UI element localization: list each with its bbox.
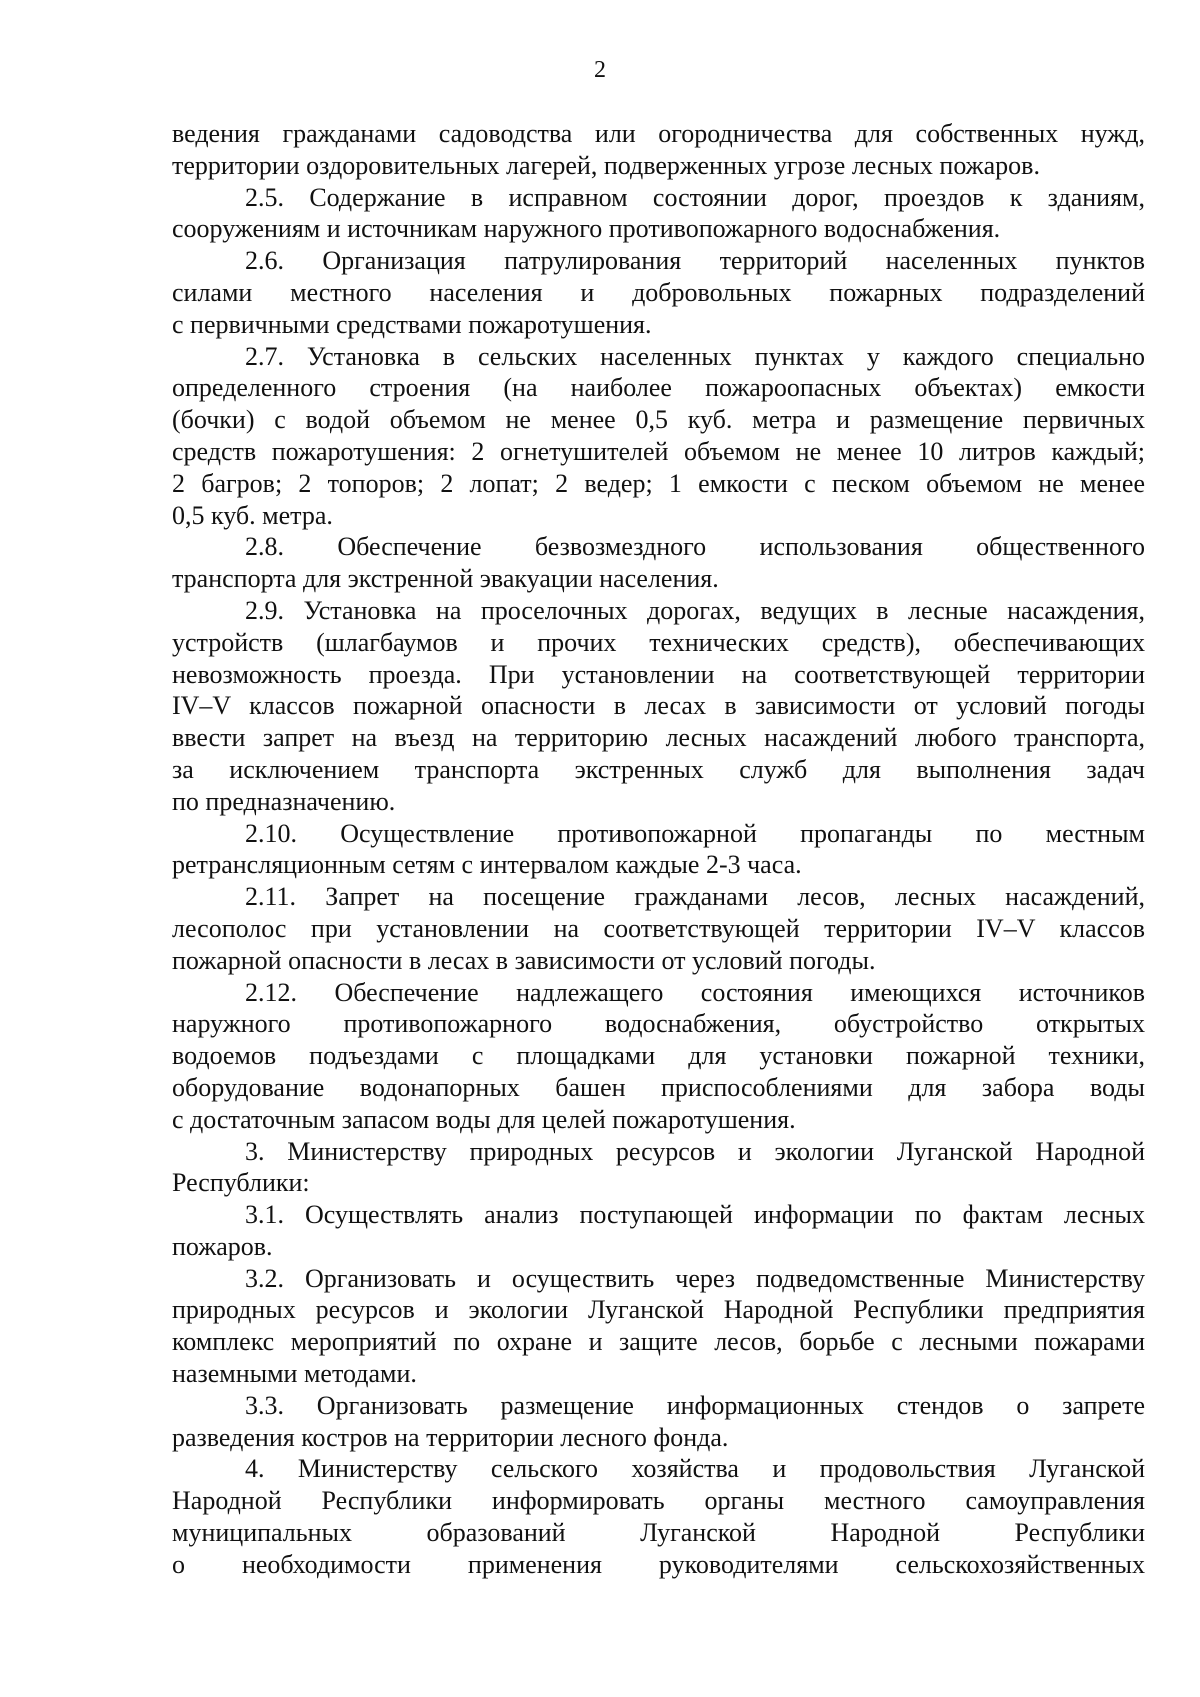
text-line: 4. Министерству сельского хозяйства и продовольствия Луганской: [245, 1454, 1145, 1484]
text-line: 3.3. Организовать размещение информационных стендов о запрете: [245, 1390, 1145, 1420]
text-line: IV–V классов пожарной опасности в лесах в зависимости от условий погоды: [172, 691, 1145, 721]
text-line: 3.2. Организовать и осуществить через подведомственные Министерству: [245, 1263, 1145, 1293]
paragraph-3: [172, 1136, 1145, 1200]
text-line: устройств (шлагбаумов и прочих технических средств), обеспечивающих: [172, 627, 1145, 657]
text-line: 3.1. Осуществлять анализ поступающей информации по фактам лесных: [245, 1200, 1145, 1230]
text-line: наземными методами.: [172, 1359, 417, 1389]
paragraph-3-2: [172, 1263, 1145, 1390]
text-line: определенного строения (на наиболее пожароопасных объектах) емкости: [172, 373, 1145, 403]
paragraph-2-8: [172, 531, 1145, 595]
text-line: сооружениям и источникам наружного противопожарного водоснабжения.: [172, 214, 1001, 244]
paragraph-2-9: [172, 595, 1145, 818]
text-line: пожаров.: [172, 1231, 273, 1261]
text-line: 3. Министерству природных ресурсов и экологии Луганской Народной: [245, 1136, 1145, 1166]
text-line: водоемов подъездами с площадками для установки пожарной техники,: [172, 1041, 1145, 1071]
paragraph-2-11: [172, 881, 1145, 976]
text-line: Народной Республики информировать органы местного самоуправления: [172, 1486, 1145, 1516]
text-line: 2.10. Осуществление противопожарной пропаганды по местным: [245, 818, 1145, 848]
text-line: невозможность проезда. При установлении на соответствующей территории: [172, 659, 1145, 689]
text-line: оборудование водонапорных башен приспособлениями для забора воды: [172, 1072, 1145, 1102]
text-line: наружного противопожарного водоснабжения, обустройство открытых: [172, 1009, 1145, 1039]
paragraph-2-5: [172, 182, 1145, 246]
text-line: по предназначению.: [172, 786, 396, 816]
text-line: 2 багров; 2 топоров; 2 лопат; 2 ведер; 1 емкости с песком объемом не менее: [172, 468, 1145, 498]
text-line: 2.7. Установка в сельских населенных пунктах у каждого специально: [245, 341, 1145, 371]
text-line: транспорта для экстренной эвакуации населения.: [172, 564, 719, 594]
text-line: территории оздоровительных лагерей, подверженных угрозе лесных пожаров.: [172, 150, 1040, 180]
text-line: 2.8. Обеспечение безвозмездного использования общественного: [245, 532, 1145, 562]
document-body: [172, 118, 1145, 1581]
text-line: ведения гражданами садоводства или огородничества для собственных нужд,: [172, 119, 1145, 148]
paragraph-2-7: [172, 341, 1145, 532]
text-line: комплекс мероприятий по охране и защите лесов, борьбе с лесными пожарами: [172, 1327, 1145, 1357]
text-line: разведения костров на территории лесного фонда.: [172, 1422, 729, 1452]
text-line: 0,5 куб. метра.: [172, 500, 333, 530]
text-line: природных ресурсов и экологии Луганской Народной Республики предприятия: [172, 1295, 1145, 1325]
text-line: 2.12. Обеспечение надлежащего состояния имеющихся источников: [245, 977, 1145, 1007]
paragraph-4: [172, 1453, 1145, 1580]
paragraph-3-1: [172, 1199, 1145, 1263]
text-line: за исключением транспорта экстренных служб для выполнения задач: [172, 754, 1145, 784]
text-line: Республики:: [172, 1168, 310, 1198]
text-line: 2.9. Установка на проселочных дорогах, ведущих в лесные насаждения,: [245, 595, 1145, 625]
text-line: с достаточным запасом воды для целей пожаротушения.: [172, 1104, 796, 1134]
paragraph-3-3: [172, 1390, 1145, 1454]
text-line: 2.5. Содержание в исправном состоянии дорог, проездов к зданиям,: [245, 182, 1145, 212]
text-line: о необходимости применения руководителями сельскохозяйственных: [172, 1549, 1145, 1579]
text-line: ввести запрет на въезд на территорию лесных насаждений любого транспорта,: [172, 723, 1145, 753]
page-number: 2: [594, 57, 606, 83]
text-line: силами местного населения и добровольных пожарных подразделений: [172, 277, 1145, 307]
paragraph-2-6: [172, 245, 1145, 340]
text-line: 2.11. Запрет на посещение гражданами лесов, лесных насаждений,: [245, 882, 1145, 912]
text-line: муниципальных образований Луганской Народной Республики: [172, 1518, 1145, 1548]
paragraph-2-10: [172, 818, 1145, 882]
text-line: пожарной опасности в лесах в зависимости от условий погоды.: [172, 945, 876, 975]
text-line: (бочки) с водой объемом не менее 0,5 куб. метра и размещение первичных: [172, 405, 1145, 435]
text-line: 2.6. Организация патрулирования территорий населенных пунктов: [245, 246, 1145, 276]
paragraph-continuation: [172, 118, 1145, 182]
text-line: ретрансляционным сетям с интервалом каждые 2-3 часа.: [172, 850, 802, 880]
text-line: с первичными средствами пожаротушения.: [172, 309, 652, 339]
paragraph-2-12: [172, 977, 1145, 1136]
text-line: лесополос при установлении на соответствующей территории IV–V классов: [172, 913, 1145, 943]
text-line: средств пожаротушения: 2 огнетушителей объемом не менее 10 литров каждый;: [172, 436, 1145, 466]
